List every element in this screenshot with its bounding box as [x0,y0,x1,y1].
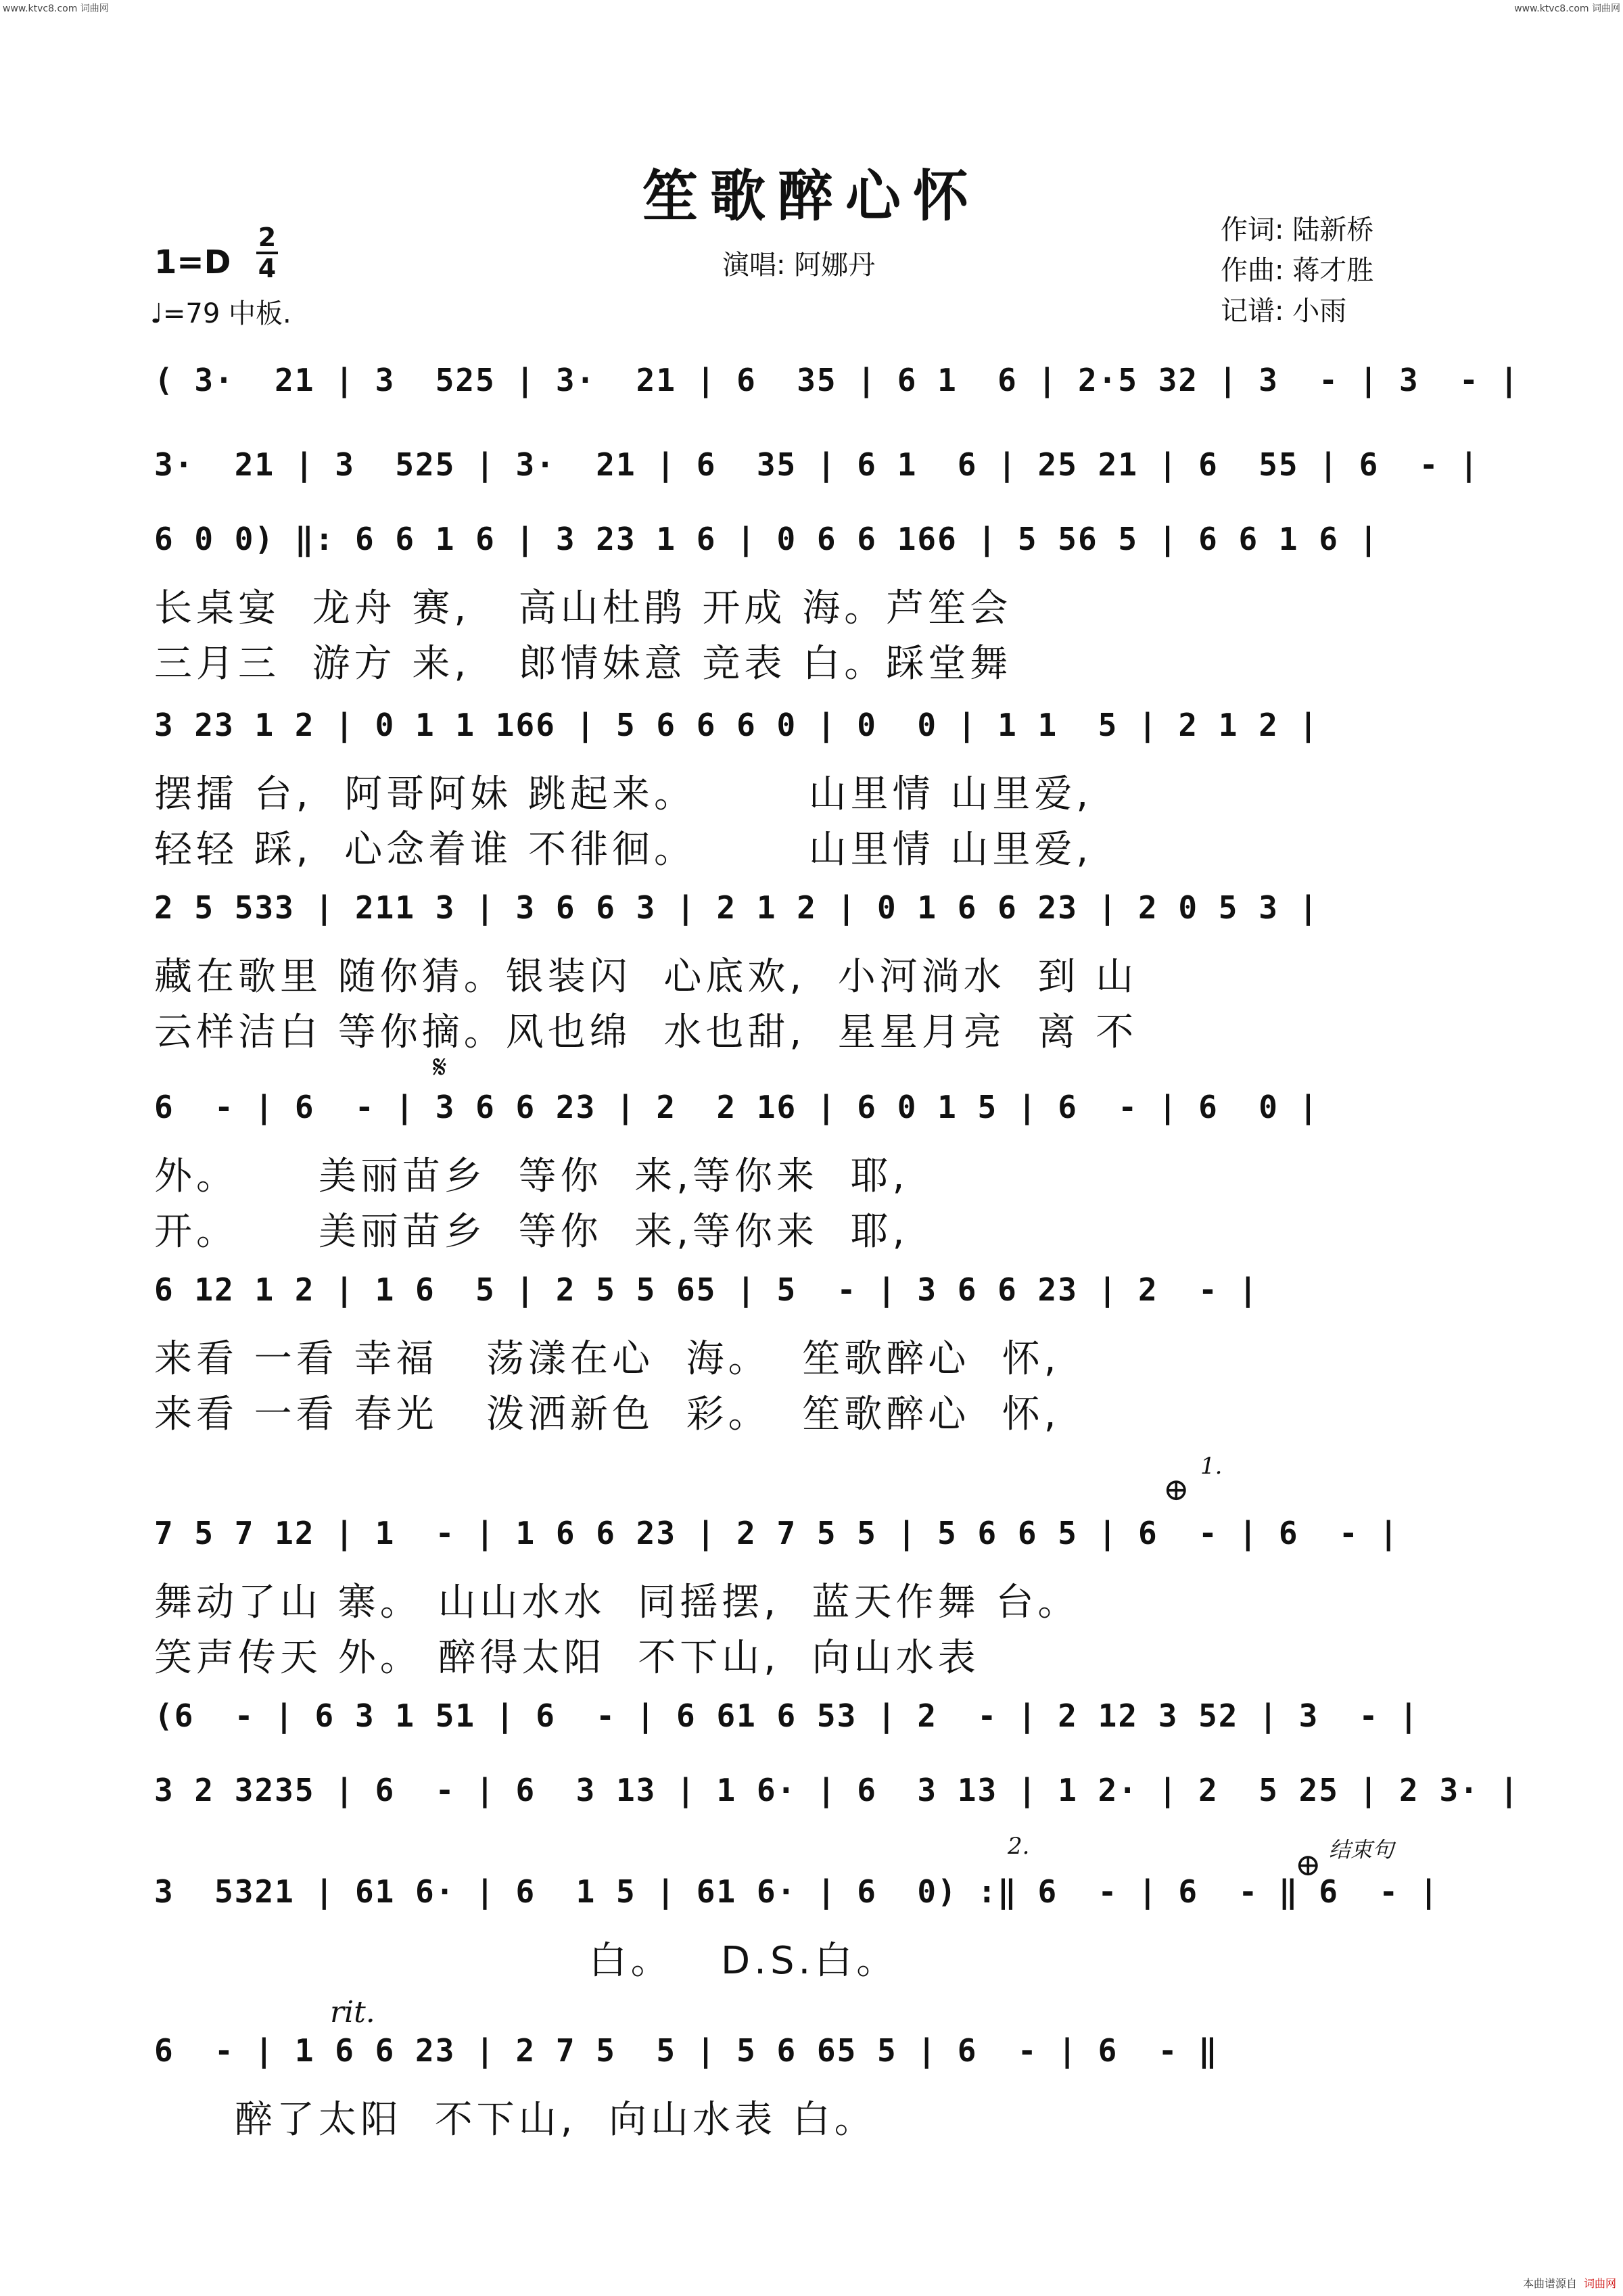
footer-site: 词曲网 [1583,2277,1616,2290]
lyric-line: 来看 一看 幸福 荡漾在心 海。 笙歌醉心 怀, [154,1337,1060,1381]
notation-line: 3 23 1 2 | 0 1 1 166 | 5 6 6 6 0 | 0 0 | 1 1 5 | 2 1 2 | [154,707,1319,743]
song-title: 笙歌醉心怀 [642,164,981,229]
lyric-line: 藏在歌里 随你猜。银装闪 心底欢, 小河淌水 到 山 [154,955,1138,999]
time-signature [254,223,281,283]
coda-sign-ending: ⊕ [1295,1846,1321,1883]
lyric-line: 开。 美丽苗乡 等你 来,等你来 耶, [154,1210,909,1254]
meter-bottom: 4 [258,254,277,283]
footer-source: 本曲谱源自 [1522,2277,1577,2290]
notation-line: 7 5 7 12 | 1 - | 1 6 6 23 | 2 7 5 5 | 5 6 6 5 | 6 - | 6 - | [154,1515,1400,1551]
singer-credit: 演唱: 阿娜丹 [722,250,876,281]
notation-line: 6 - | 1 6 6 23 | 2 7 5 5 | 5 6 65 5 | 6 - | 6 - ‖ [154,2032,1219,2069]
watermark-right: www.ktvc8.com 词曲网 [1514,3,1620,14]
key-signature: 1=D [154,243,231,281]
volta-1-label: 1. [1200,1453,1223,1480]
footer-credit [1523,2275,1616,2291]
watermark-bar [0,0,1623,14]
credits-block [1221,210,1373,331]
segno-sign: 𝄋 [433,1048,447,1086]
watermark-left: www.ktvc8.com 词曲网 [3,3,109,14]
composer-credit: 作曲: 蒋才胜 [1221,255,1374,286]
notation-line: 3 5321 | 61 6· | 6 1 5 | 61 6· | 6 0) :‖ 6 - | 6 - ‖ 6 - | [154,1873,1440,1910]
ending-phrase-label: 结束句 [1329,1837,1394,1862]
lyric-line: 长桌宴 龙舟 赛, 高山杜鹃 开成 海。芦笙会 [154,586,1012,630]
coda-sign: ⊕ [1163,1471,1190,1507]
notation-line: 3 2 3235 | 6 - | 6 3 13 | 1 6· | 6 3 13 | 1 2· | 2 5 25 | 2 3· | [154,1772,1520,1808]
notation-line: ( 3· 21 | 3 525 | 3· 21 | 6 35 | 6 1 6 | 2·5 32 | 3 - | 3 - | [154,362,1520,398]
ritardando-mark: rit. [330,1995,375,2030]
lyric-line: 外。 美丽苗乡 等你 来,等你来 耶, [154,1154,909,1198]
notation-line: 2 5 533 | 211 3 | 3 6 6 3 | 2 1 2 | 0 1 6 6 23 | 2 0 5 3 | [154,889,1319,926]
lyric-line: 来看 一看 春光 泼洒新色 彩。 笙歌醉心 怀, [154,1392,1060,1436]
lyric-line: 轻轻 踩, 心念着谁 不徘徊。 山里情 山里爱, [154,828,1093,872]
notation-line: 3· 21 | 3 525 | 3· 21 | 6 35 | 6 1 6 | 25 21 | 6 55 | 6 - | [154,446,1480,483]
lyric-line: 白。 D.S.白。 [154,1939,899,1983]
lyric-line: 摆擂 台, 阿哥阿妹 跳起来。 山里情 山里爱, [154,772,1093,816]
lyric-line: 醉了太阳 不下山, 向山水表 白。 [154,2098,876,2142]
notation-line: (6 - | 6 3 1 51 | 6 - | 6 61 6 53 | 2 - | 2 12 3 52 | 3 - | [154,1697,1419,1734]
notation-line: 6 0 0) ‖: 6 6 1 6 | 3 23 1 6 | 0 6 6 166 | 5 56 5 | 6 6 1 6 | [154,521,1380,557]
lyric-line: 舞动了山 寨。 山山水水 同摇摆, 蓝天作舞 台。 [154,1580,1080,1624]
tempo-marking: ♩=79 中板. [150,298,291,329]
lyricist-credit: 作词: 陆新桥 [1221,214,1374,245]
transcriber-credit: 记谱: 小雨 [1221,296,1347,327]
lyric-line: 三月三 游方 来, 郎情妹意 竞表 白。踩堂舞 [154,642,1012,686]
volta-2-label: 2. [1008,1833,1030,1860]
lyric-line: 云样洁白 等你摘。风也绵 水也甜, 星星月亮 离 不 [154,1010,1138,1054]
lyric-line: 笑声传天 外。 醉得太阳 不下山, 向山水表 [154,1636,980,1680]
meter-top: 2 [258,222,277,252]
notation-line: 6 12 1 2 | 1 6 5 | 2 5 5 65 | 5 - | 3 6 6 23 | 2 - | [154,1271,1259,1308]
notation-line: 6 - | 6 - | 3 6 6 23 | 2 2 16 | 6 0 1 5 | 6 - | 6 0 | [154,1089,1319,1125]
